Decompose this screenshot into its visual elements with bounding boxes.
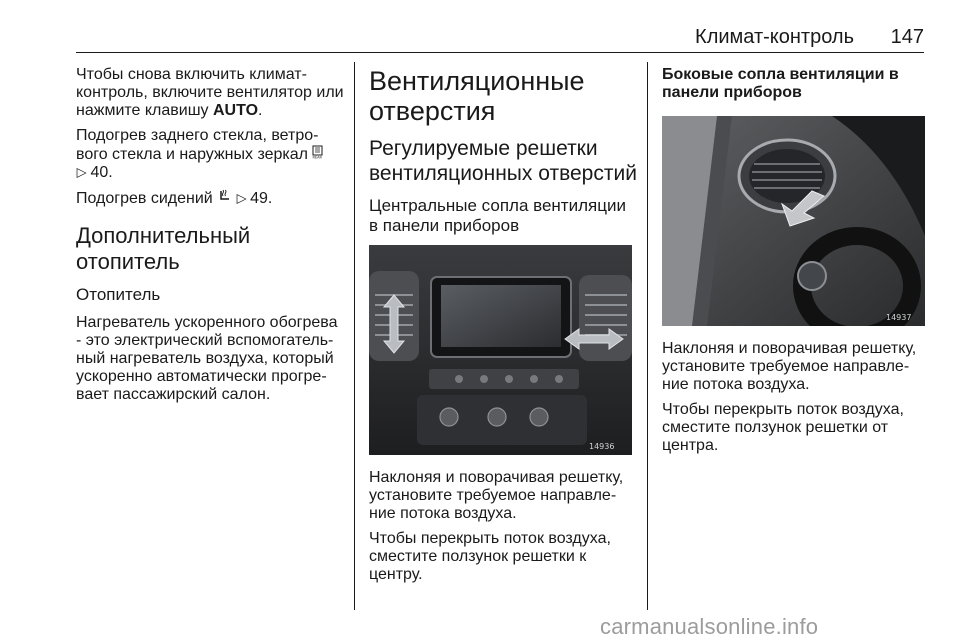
- figure-side-vents: [662, 116, 925, 326]
- paragraph-defrost-text: Подогрев заднего стекла, ветро-вого стекла и наружных зеркал: [76, 127, 319, 163]
- paragraph-central-2: Чтобы перекрыть поток воздуха, сместите ползунок решетки к центру.: [369, 530, 611, 583]
- defrost-ref[interactable]: 40.: [90, 164, 113, 181]
- figure-id: 14936: [589, 442, 615, 451]
- subheading-central-vents: Центральные сопла вентиляции в панели приборов: [369, 196, 626, 235]
- auto-key-label: AUTO: [213, 102, 259, 119]
- column-left: [73, 66, 344, 411]
- paragraph-auto: [76, 66, 344, 120]
- paragraph-central-1: Наклоняя и поворачивая решетку, установите требуемое направле-ние потока воздуха.: [369, 469, 624, 522]
- watermark[interactable]: carmanualsonline.info: [600, 614, 819, 639]
- paragraph-auto-text: Чтобы снова включить климат-контроль, включите вентилятор или нажмите клавишу: [76, 66, 344, 119]
- section-heading-auxiliary: Дополнительный отопитель: [76, 223, 251, 274]
- column-right: [662, 66, 928, 462]
- column-divider-right: [647, 62, 648, 610]
- seat-heat-ref[interactable]: 49.: [250, 190, 273, 207]
- cross-reference-icon: ▽: [232, 194, 248, 204]
- subheading-side-vents: Боковые сопла вентиляции в панели приборов: [662, 66, 899, 101]
- svg-text:REAR: REAR: [312, 155, 323, 159]
- central-vents-illustration: [369, 245, 632, 455]
- paragraph-heater: Нагреватель ускоренного обогрева - это электрический вспомогатель-ный нагреватель воздуха, который ускоренно автоматически прогре-вает пассажирский салон.: [76, 314, 338, 403]
- header-divider: [76, 52, 924, 53]
- subheading-heater: Отопитель: [76, 285, 161, 304]
- side-vents-illustration: [662, 116, 925, 326]
- figure-central-vents: [369, 245, 632, 455]
- paragraph-defrost: [73, 127, 344, 182]
- paragraph-side-2: Чтобы перекрыть поток воздуха, сместите ползунок решетки от центра.: [662, 401, 904, 454]
- defrost-icon: [312, 145, 323, 164]
- paragraph-auto-end: .: [258, 102, 263, 119]
- paragraph-seat-heat: [76, 189, 344, 208]
- section-heading-vents: Вентиляционные отверстия: [369, 66, 585, 126]
- paragraph-side-1: Наклоняя и поворачивая решетку, установите требуемое направле-ние потока воздуха.: [662, 340, 917, 393]
- subheading-adjustable-vents: Регулируемые решетки вентиляционных отверстий: [369, 137, 637, 185]
- chapter-title: Климат-контроль: [695, 26, 854, 48]
- seat-heat-icon: [217, 189, 231, 208]
- page-header: [76, 22, 924, 50]
- paragraph-seat-heat-text: Подогрев сидений: [76, 190, 213, 207]
- figure-id: 14937: [886, 313, 912, 322]
- cross-reference-icon: ▽: [73, 168, 88, 178]
- column-middle: [369, 66, 637, 591]
- page-number: 147: [890, 26, 924, 48]
- column-divider-left: [354, 62, 355, 610]
